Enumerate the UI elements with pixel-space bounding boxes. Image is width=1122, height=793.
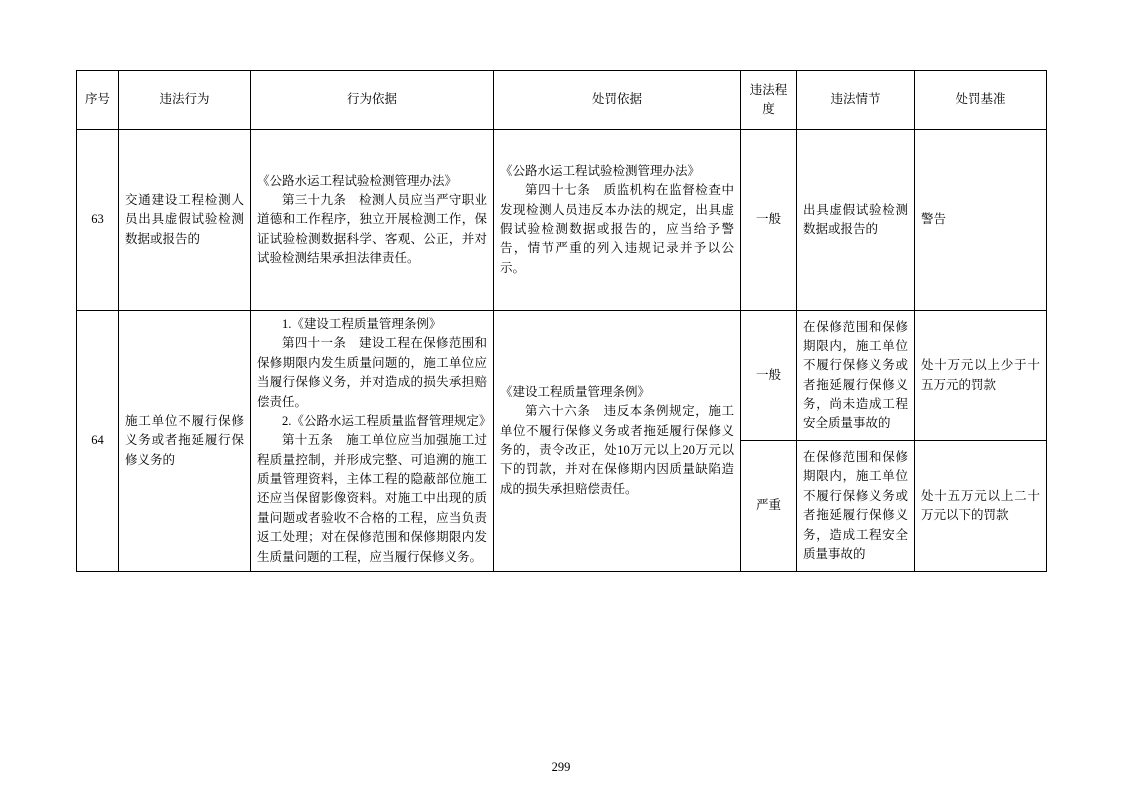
header-act-basis bbox=[251, 71, 494, 130]
act-basis-article-1: 第四十一条 建设工程在保修范围和保修期限内发生质量问题的，施工单位应当履行保修义务，并对造成的损失承担赔偿责任。 bbox=[257, 336, 487, 409]
cell-seq bbox=[77, 311, 119, 572]
penalty-benchmark-table bbox=[76, 70, 1047, 572]
table-row bbox=[77, 130, 1047, 311]
cell-act-basis bbox=[251, 311, 494, 572]
cell-violation-circumstance bbox=[797, 130, 915, 311]
penalty-standard-text: 警告 bbox=[921, 212, 947, 227]
header-violation-degree bbox=[741, 71, 797, 130]
cell-penalty-standard bbox=[915, 441, 1047, 571]
table-row bbox=[77, 311, 1047, 441]
act-basis-article: 第三十九条 检测人员应当严守职业道德和工作程序，独立开展检测工作，保证试验检测数据科学、客观、公正，并对试验检测结果承担法律责任。 bbox=[257, 192, 487, 266]
cell-violation-circumstance bbox=[797, 441, 915, 571]
illegal-act-text: 施工单位不履行保修义务或者拖延履行保修义务的 bbox=[125, 413, 244, 467]
cell-violation-degree bbox=[741, 311, 797, 441]
header-illegal-act-label: 违法行为 bbox=[159, 92, 210, 107]
table-header-row bbox=[77, 71, 1047, 130]
header-punishment-basis-label: 处罚依据 bbox=[591, 92, 642, 107]
header-violation-degree-label: 违法程度 bbox=[749, 82, 788, 116]
table-header bbox=[77, 71, 1047, 130]
act-basis-title: 《公路水运工程试验检测管理办法》 bbox=[257, 173, 458, 188]
violation-circumstance-text: 在保修范围和保修期限内，施工单位不履行保修义务或者拖延履行保修义务，造成工程安全质量事故的 bbox=[803, 450, 908, 561]
cell-penalty-standard bbox=[915, 130, 1047, 311]
punishment-basis-article: 第六十六条 违反本条例规定，施工单位不履行保修义务或者拖延履行保修义务的，责令改正，处10万元以上20万元以下的罚款，并对在保修期内因质量缺陷造成的损失承担赔偿责任。 bbox=[500, 404, 734, 496]
header-seq bbox=[77, 71, 119, 130]
cell-illegal-act bbox=[119, 130, 251, 311]
violation-circumstance-text: 在保修范围和保修期限内，施工单位不履行保修义务或者拖延履行保修义务，尚未造成工程安全质量事故的 bbox=[803, 319, 908, 431]
violation-degree-value: 一般 bbox=[755, 212, 781, 227]
cell-violation-degree bbox=[741, 441, 797, 571]
table-body bbox=[77, 130, 1047, 572]
header-penalty-standard bbox=[915, 71, 1047, 130]
punishment-basis-title: 《建设工程质量管理条例》 bbox=[500, 384, 651, 399]
cell-punishment-basis bbox=[494, 130, 741, 311]
header-punishment-basis bbox=[494, 71, 741, 130]
seq-value: 63 bbox=[91, 212, 104, 227]
seq-value: 64 bbox=[91, 433, 104, 448]
penalty-standard-text: 处十五万元以上二十万元以下的罚款 bbox=[921, 488, 1040, 523]
page-number: 299 bbox=[551, 760, 571, 774]
cell-illegal-act bbox=[119, 311, 251, 572]
cell-act-basis bbox=[251, 130, 494, 311]
cell-punishment-basis bbox=[494, 311, 741, 572]
cell-penalty-standard bbox=[915, 311, 1047, 441]
header-act-basis-label: 行为依据 bbox=[346, 92, 397, 107]
penalty-table-container bbox=[76, 70, 1046, 572]
header-seq-label: 序号 bbox=[84, 92, 110, 107]
act-basis-title-1: 1.《建设工程质量管理条例》 bbox=[282, 317, 442, 331]
punishment-basis-article: 第四十七条 质监机构在监督检查中发现检测人员违反本办法的规定，出具虚假试验检测数据或报告的，应当给予警告，情节严重的列入违规记录并予以公示。 bbox=[500, 183, 734, 275]
violation-degree-value: 严重 bbox=[755, 498, 781, 513]
violation-circumstance-text: 出具虚假试验检测数据或报告的 bbox=[803, 202, 908, 236]
cell-violation-degree bbox=[741, 130, 797, 311]
penalty-standard-text: 处十万元以上少于十五万元的罚款 bbox=[921, 358, 1040, 392]
act-basis-article-2: 第十五条 施工单位应当加强施工过程质量控制，并形成完整、可追溯的施工质量管理资料，主体工程的隐蔽部位施工还应当保留影像资料。对施工中出现的质量问题或者验收不合格的工程，应当负责返工处理；对在保修范围和保修期限内发生质量问题的工程，应当履行保修义务。 bbox=[257, 433, 487, 564]
header-violation-circumstance-label: 违法情节 bbox=[830, 92, 881, 107]
header-violation-circumstance bbox=[797, 71, 915, 130]
illegal-act-text: 交通建设工程检测人员出具虚假试验检测数据或报告的 bbox=[125, 192, 244, 246]
act-basis-title-2: 2.《公路水运工程质量监督管理规定》 bbox=[282, 413, 492, 428]
header-penalty-standard-label: 处罚基准 bbox=[955, 92, 1006, 107]
header-illegal-act bbox=[119, 71, 251, 130]
punishment-basis-title: 《公路水运工程试验检测管理办法》 bbox=[500, 163, 701, 178]
violation-degree-value: 一般 bbox=[755, 368, 781, 383]
cell-violation-circumstance bbox=[797, 311, 915, 441]
cell-seq bbox=[77, 130, 119, 311]
